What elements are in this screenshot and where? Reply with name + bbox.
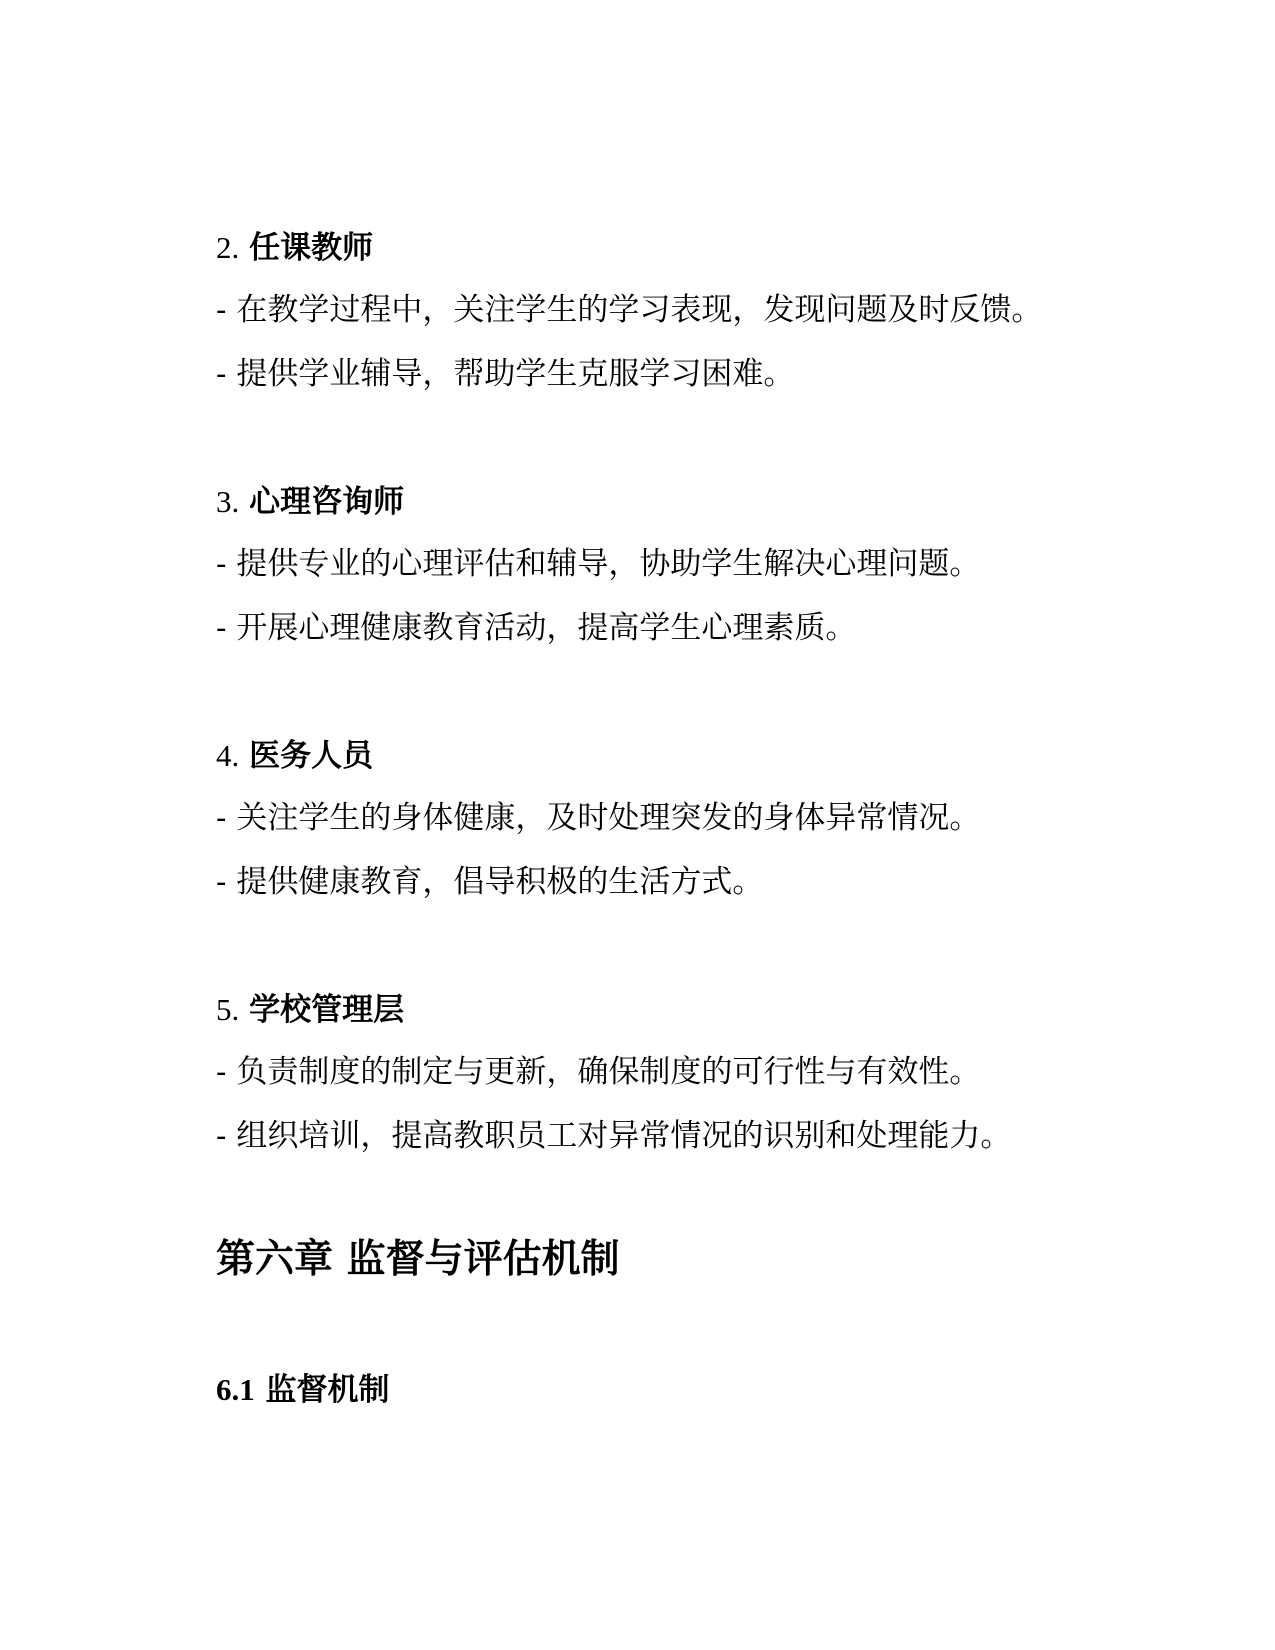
section-heading-teacher <box>216 232 373 264</box>
section-heading-counselor <box>216 486 404 518</box>
list-item: - 开展心理健康教育活动，提高学生心理素质。 <box>216 610 857 646</box>
list-item: - 提供学业辅导，帮助学生克服学习困难。 <box>216 356 795 392</box>
list-item: - 组织培训，提高教职员工对异常情况的识别和处理能力。 <box>216 1118 1012 1154</box>
list-item: - 提供健康教育，倡导积极的生活方式。 <box>216 864 764 900</box>
list-item: - 提供专业的心理评估和辅导，协助学生解决心理问题。 <box>216 546 981 582</box>
section-title: 心理咨询师 <box>249 484 405 520</box>
section-title: 医务人员 <box>249 738 374 774</box>
section-heading-management <box>216 994 404 1026</box>
subsection-heading <box>216 1374 390 1406</box>
section-number: 2. <box>216 230 240 265</box>
section-number: 4. <box>216 738 240 773</box>
list-item: - 关注学生的身体健康，及时处理突发的身体异常情况。 <box>216 800 981 836</box>
list-item: - 负责制度的制定与更新，确保制度的可行性与有效性。 <box>216 1054 981 1090</box>
subsection-number: 6.1 <box>216 1372 255 1407</box>
chapter-title: 第六章 监督与评估机制 <box>216 1237 620 1282</box>
section-number: 5. <box>216 992 240 1027</box>
section-title: 学校管理层 <box>249 992 405 1028</box>
section-title: 任课教师 <box>249 230 374 266</box>
section-heading-medical <box>216 740 373 772</box>
section-number: 3. <box>216 484 240 519</box>
list-item: - 在教学过程中，关注学生的学习表现，发现问题及时反馈。 <box>216 292 1043 328</box>
subsection-title: 监督机制 <box>265 1372 390 1408</box>
